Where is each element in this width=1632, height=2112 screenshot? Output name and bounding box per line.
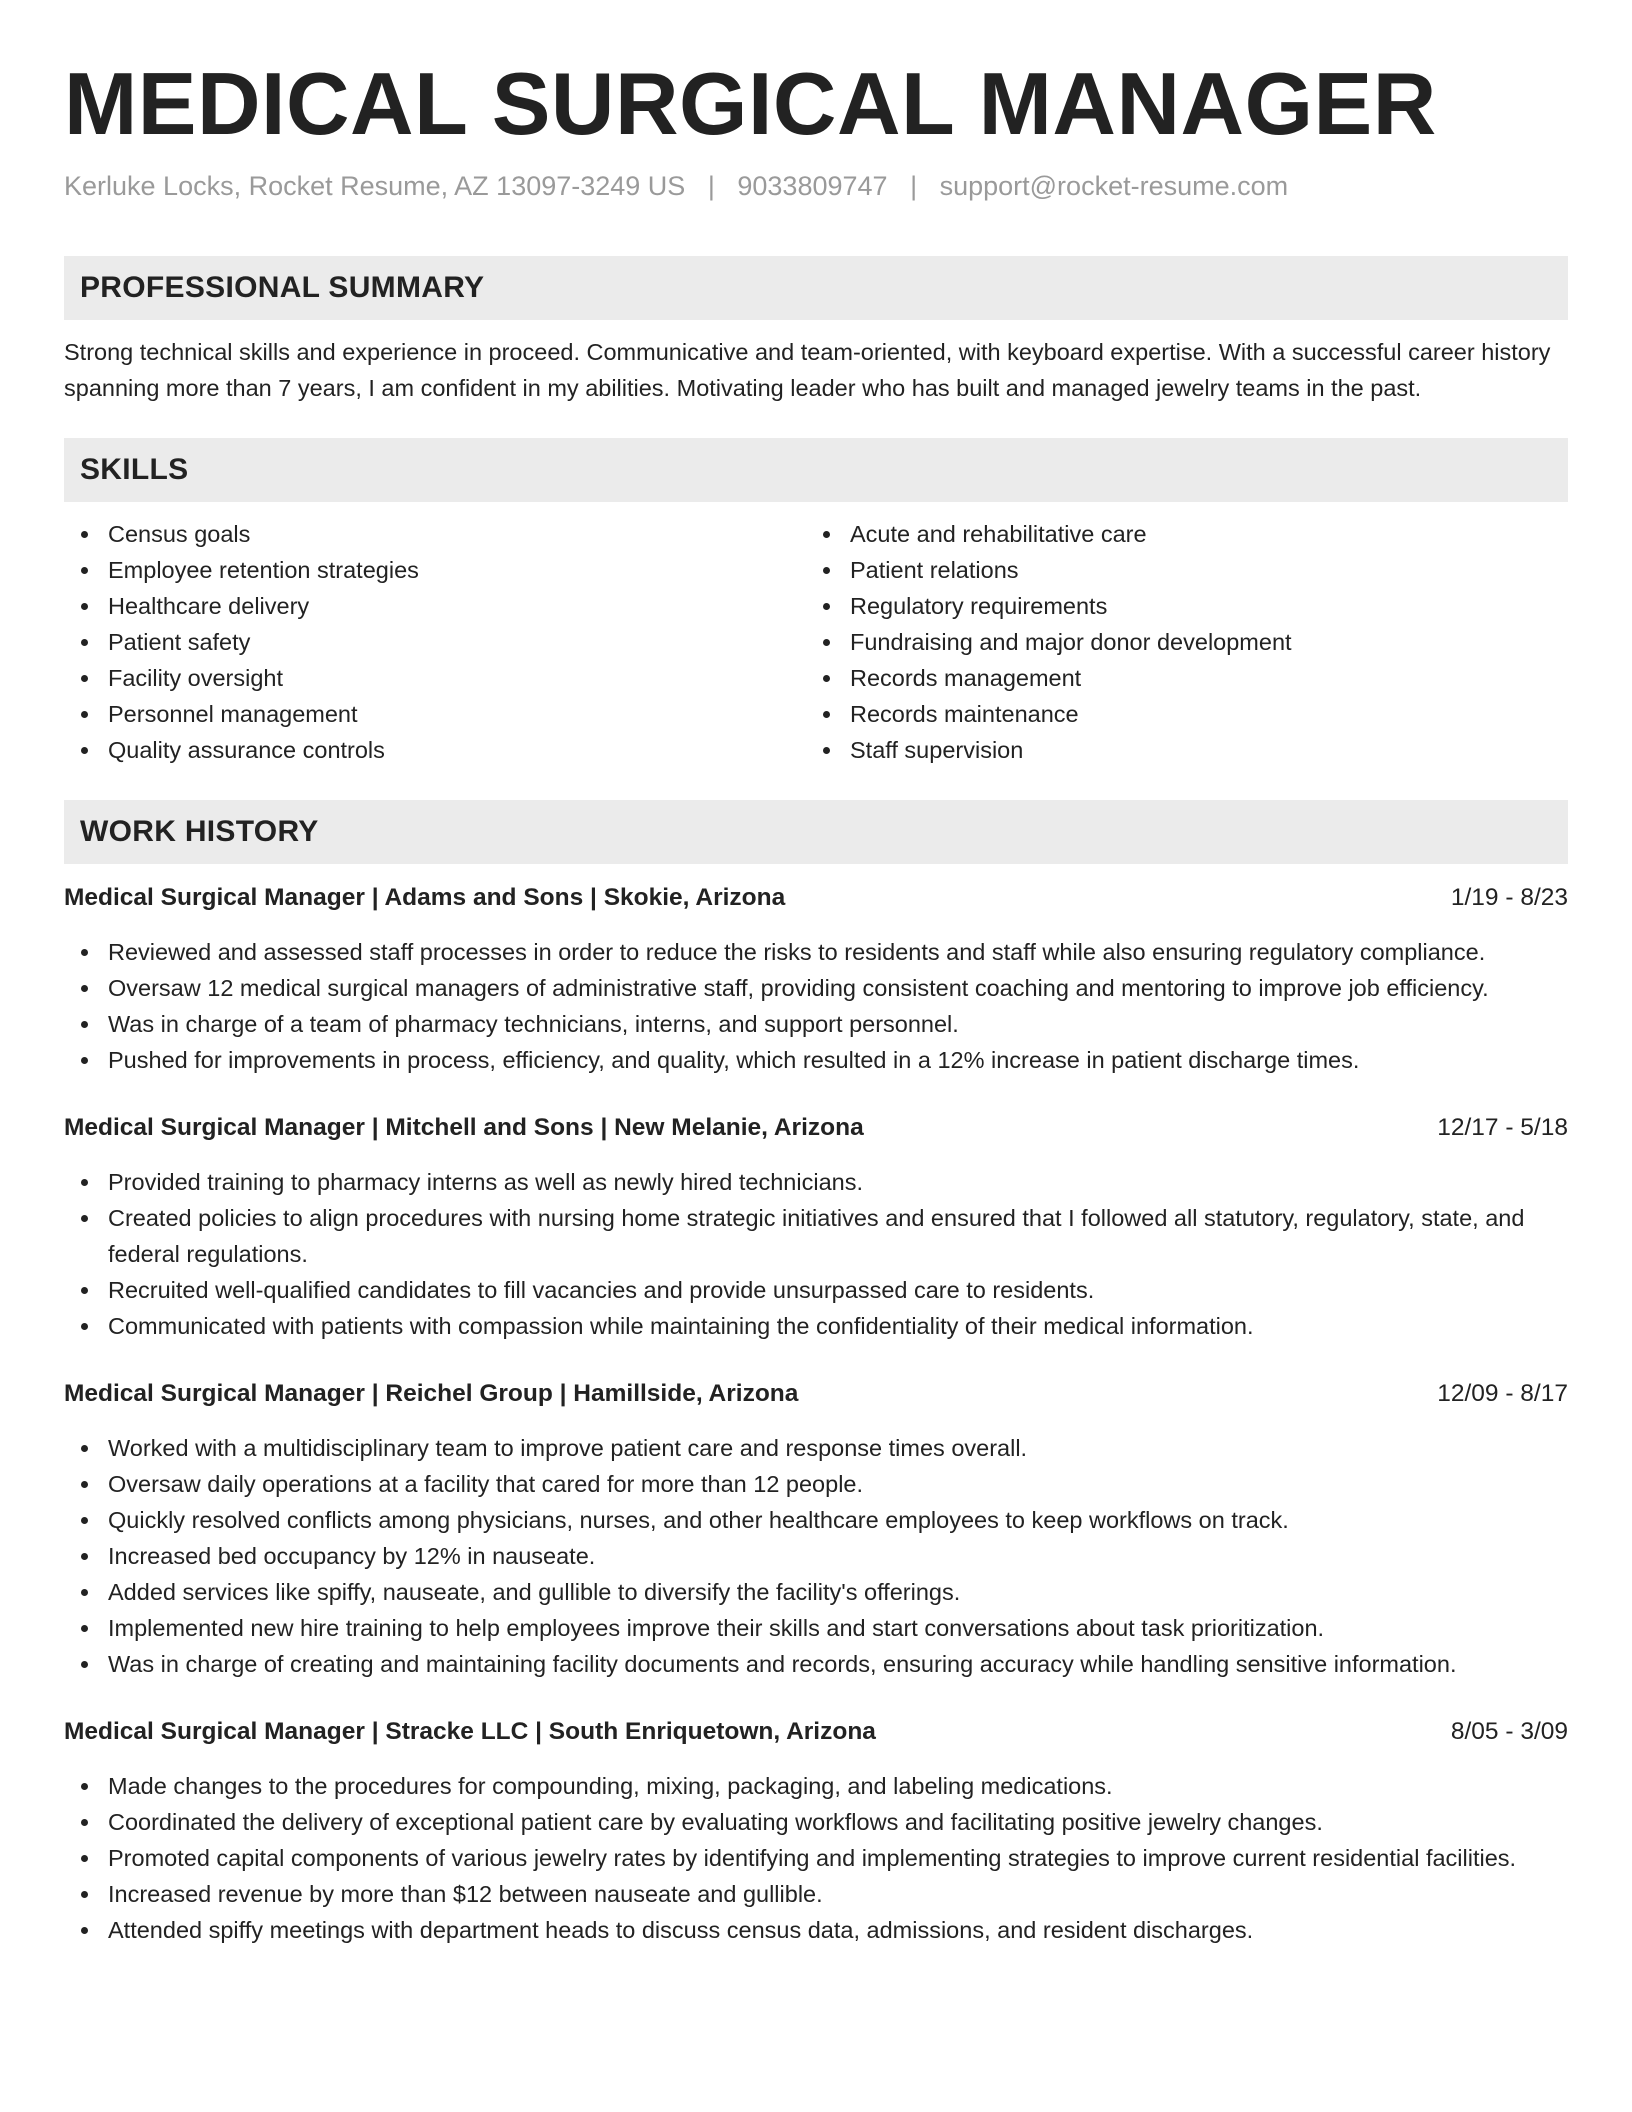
job-entry	[64, 1376, 1568, 1682]
skill-item: Acute and rehabilitative care	[806, 516, 1548, 552]
job-title: Medical Surgical Manager | Stracke LLC | South Enriquetown, Arizona	[64, 1718, 876, 1745]
job-bullet: Recruited well-qualified candidates to fill vacancies and provide unsurpassed care to residents.	[64, 1272, 1568, 1308]
job-bullet: Quickly resolved conflicts among physicians, nurses, and other healthcare employees to keep workflows on track.	[64, 1502, 1568, 1538]
job-bullet: Oversaw 12 medical surgical managers of administrative staff, providing consistent coaching and mentoring to improve job efficiency.	[64, 970, 1568, 1006]
job-bullet: Made changes to the procedures for compounding, mixing, packaging, and labeling medications.	[64, 1768, 1568, 1804]
work-history-section-header: WORK HISTORY	[64, 800, 1568, 864]
skill-item: Patient relations	[806, 552, 1548, 588]
job-bullet: Created policies to align procedures with nursing home strategic initiatives and ensured that I followed all statutory, regulatory, state, and federal regulations.	[64, 1200, 1568, 1272]
job-bullet: Was in charge of creating and maintaining facility documents and records, ensuring accuracy while handling sensitive information.	[64, 1646, 1568, 1682]
job-bullet: Increased revenue by more than $12 between nauseate and gullible.	[64, 1876, 1568, 1912]
job-bullet: Reviewed and assessed staff processes in order to reduce the risks to residents and staff while also ensuring regulatory compliance.	[64, 934, 1568, 970]
summary-text: Strong technical skills and experience in proceed. Communicative and team-oriented, with keyboard expertise. With a successful career history spanning more than 7 years, I am confident in my abilities. Motivating leader who has built and managed jewelry teams in the past.	[64, 339, 1551, 401]
job-bullet: Coordinated the delivery of exceptional patient care by evaluating workflows and facilitating positive jewelry changes.	[64, 1804, 1568, 1840]
contact-separator: |	[910, 171, 918, 201]
contact-separator: |	[707, 171, 715, 201]
skills-column-left	[64, 516, 806, 768]
skills-column-right	[806, 516, 1548, 768]
job-bullet: Worked with a multidisciplinary team to improve patient care and response times overall.	[64, 1430, 1568, 1466]
contact-phone: 9033809747	[737, 171, 888, 201]
job-title: Medical Surgical Manager | Adams and Sons | Skokie, Arizona	[64, 884, 786, 911]
job-entry	[64, 1110, 1568, 1344]
job-header	[64, 880, 1568, 916]
job-header	[64, 1714, 1568, 1750]
summary-section-header: PROFESSIONAL SUMMARY	[64, 256, 1568, 320]
skill-item: Quality assurance controls	[64, 732, 806, 768]
resume-page	[64, 0, 1568, 1948]
job-bullets	[64, 1164, 1568, 1344]
job-bullet: Added services like spiffy, nauseate, and gullible to diversify the facility's offerings.	[64, 1574, 1568, 1610]
skill-item: Fundraising and major donor development	[806, 624, 1548, 660]
job-dates: 12/17 - 5/18	[1437, 1114, 1568, 1141]
job-bullet: Increased bed occupancy by 12% in nauseate.	[64, 1538, 1568, 1574]
skill-item: Records maintenance	[806, 696, 1548, 732]
job-bullet: Pushed for improvements in process, efficiency, and quality, which resulted in a 12% increase in patient discharge times.	[64, 1042, 1568, 1078]
job-bullets	[64, 1430, 1568, 1682]
skill-item: Facility oversight	[64, 660, 806, 696]
contact-line	[64, 168, 1568, 204]
skill-item: Employee retention strategies	[64, 552, 806, 588]
job-title: Medical Surgical Manager | Mitchell and Sons | New Melanie, Arizona	[64, 1114, 864, 1141]
contact-email: support@rocket-resume.com	[939, 171, 1289, 201]
job-bullet: Oversaw daily operations at a facility that cared for more than 12 people.	[64, 1466, 1568, 1502]
skills-list	[64, 516, 1568, 768]
skill-item: Staff supervision	[806, 732, 1548, 768]
job-dates: 8/05 - 3/09	[1450, 1718, 1568, 1745]
job-bullets	[64, 934, 1568, 1078]
skill-item: Personnel management	[64, 696, 806, 732]
contact-address: Kerluke Locks, Rocket Resume, AZ 13097-3249 US	[64, 171, 686, 201]
skills-section-header: SKILLS	[64, 438, 1568, 502]
job-bullet: Promoted capital components of various jewelry rates by identifying and implementing strategies to improve current residential facilities.	[64, 1840, 1568, 1876]
job-bullet: Provided training to pharmacy interns as well as newly hired technicians.	[64, 1164, 1568, 1200]
job-header	[64, 1376, 1568, 1412]
job-entry	[64, 1714, 1568, 1948]
job-header	[64, 1110, 1568, 1146]
job-bullet: Was in charge of a team of pharmacy technicians, interns, and support personnel.	[64, 1006, 1568, 1042]
skill-item: Census goals	[64, 516, 806, 552]
job-bullet: Attended spiffy meetings with department heads to discuss census data, admissions, and resident discharges.	[64, 1912, 1568, 1948]
job-bullet: Implemented new hire training to help employees improve their skills and start conversations about task prioritization.	[64, 1610, 1568, 1646]
skill-item: Patient safety	[64, 624, 806, 660]
job-dates: 1/19 - 8/23	[1450, 884, 1568, 911]
job-title: Medical Surgical Manager | Reichel Group | Hamillside, Arizona	[64, 1380, 799, 1407]
skill-item: Healthcare delivery	[64, 588, 806, 624]
job-dates: 12/09 - 8/17	[1437, 1380, 1568, 1407]
job-entry	[64, 880, 1568, 1078]
resume-name: MEDICAL SURGICAL MANAGER	[64, 54, 1437, 153]
skill-item: Regulatory requirements	[806, 588, 1548, 624]
skill-item: Records management	[806, 660, 1548, 696]
job-bullets	[64, 1768, 1568, 1948]
job-bullet: Communicated with patients with compassion while maintaining the confidentiality of their medical information.	[64, 1308, 1568, 1344]
